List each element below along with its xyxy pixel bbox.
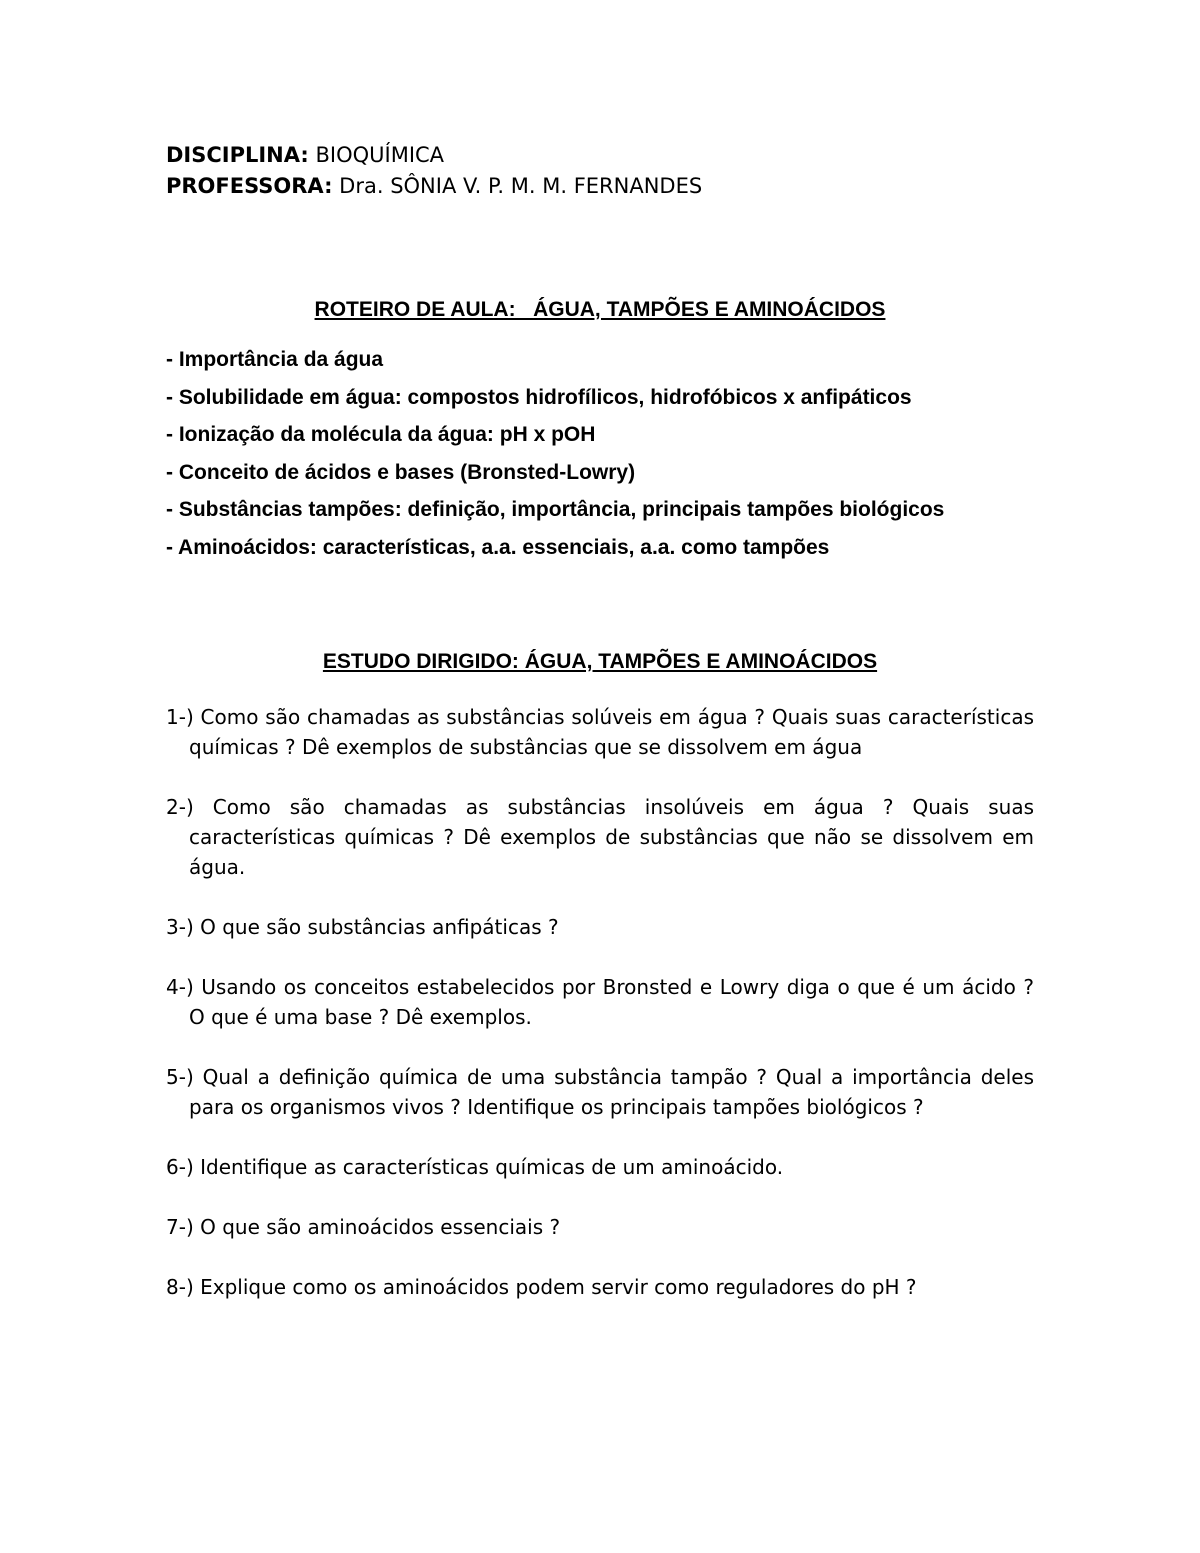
question-item: 6-) Identifique as características químicas de um aminoácido.: [166, 1155, 784, 1179]
professor-value: Dra. SÔNIA V. P. M. M. FERNANDES: [339, 174, 703, 198]
discipline-label: DISCIPLINA:: [166, 143, 309, 167]
topic-item: - Aminoácidos: características, a.a. essenciais, a.a. como tampões: [166, 535, 830, 559]
roteiro-title: ROTEIRO DE AULA: ÁGUA, TAMPÕES E AMINOÁCIDOS: [314, 298, 886, 321]
question-item: 2-) Como são chamadas as substâncias insolúveis em água ? Quais suas características químicas ? Dê exemplos de substâncias que não se dissolvem em água.: [166, 795, 1034, 879]
topic-item: - Conceito de ácidos e bases (Bronsted-Lowry): [166, 460, 636, 484]
topic-item: - Substâncias tampões: definição, importância, principais tampões biológicos: [166, 498, 945, 521]
question-item: 4-) Usando os conceitos estabelecidos por Bronsted e Lowry diga o que é um ácido ? O que é uma base ? Dê exemplos.: [166, 975, 1034, 1029]
topic-item: - Solubilidade em água: compostos hidrofílicos, hidrofóbicos x anfipáticos: [166, 385, 912, 409]
question-item: 5-) Qual a definição química de uma substância tampão ? Qual a importância deles para os organismos vivos ? Identifique os principais tampões biológicos ?: [166, 1065, 1034, 1119]
professor-label: PROFESSORA:: [166, 174, 333, 198]
document-header: [166, 140, 702, 202]
question-list: [166, 702, 1034, 1332]
question-item: 3-) O que são substâncias anfipáticas ?: [166, 915, 559, 939]
roteiro-topic-list: [166, 346, 944, 571]
question-item: 1-) Como são chamadas as substâncias solúveis em água ? Quais suas características químicas ? Dê exemplos de substâncias que se dissolvem em água: [166, 705, 1034, 759]
discipline-line: [166, 140, 702, 171]
topic-item: - Ionização da molécula da água: pH x pOH: [166, 423, 596, 446]
topic-item: - Importância da água: [166, 348, 384, 371]
professor-line: [166, 171, 702, 202]
question-item: 7-) O que são aminoácidos essenciais ?: [166, 1215, 561, 1239]
discipline-value: BIOQUÍMICA: [315, 143, 445, 167]
question-item: 8-) Explique como os aminoácidos podem servir como reguladores do pH ?: [166, 1275, 917, 1299]
estudo-title: ESTUDO DIRIGIDO: ÁGUA, TAMPÕES E AMINOÁCIDOS: [322, 650, 878, 673]
